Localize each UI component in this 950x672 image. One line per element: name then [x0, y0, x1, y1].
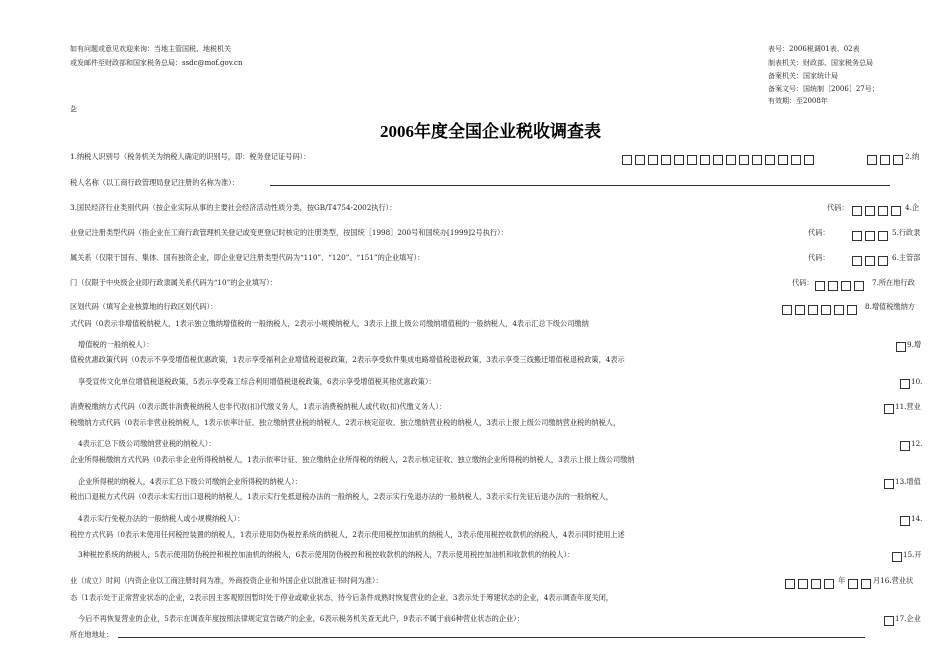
- tax-control-desc-cont: 3种税控系统的纳税人，5表示使用防伪税控和税控加油机的纳税人，6表示使用防伪税控和税控收款机的纳税人，7表示使用税控加油机和收款机的纳税人）：: [78, 550, 575, 559]
- vat-preference-desc: 值税优惠政策代码（0表示不享受增值税优惠政策，1表示享受福利企业增值税退税政策，2表示享受软件集成电路增值税退税政策，3表示享受三线搬迁增值税退税政策，4表示: [70, 355, 625, 364]
- business-tax-box[interactable]: [900, 436, 910, 455]
- establishment-date-desc: 业（成立）时间（内资企业以工商注册时间为准，外商投资企业和外国企业以批准证书时间为准）：: [70, 576, 383, 585]
- industry-code-boxes[interactable]: [852, 200, 901, 219]
- establishment-month-boxes[interactable]: [848, 573, 871, 592]
- page-title: 2006年度全国企业税收调查表: [380, 122, 601, 141]
- address-input[interactable]: [118, 637, 865, 638]
- taxpayer-name-input[interactable]: [270, 185, 890, 186]
- business-tax-desc-cont: 4表示汇总下级公司缴纳营业税的纳税人）：: [78, 439, 216, 448]
- item-13-start: 13.增值: [895, 477, 921, 486]
- department-caption: 代码：: [792, 278, 814, 287]
- registration-type-caption: 代码：: [808, 228, 830, 237]
- export-refund-box[interactable]: [900, 511, 910, 530]
- income-tax-desc: 企业所得税缴纳方式代码（0表示非企业所得税纳税人，1表示依率计征、独立缴纳企业所得税的纳税人，2表示核定征收、独立缴纳企业所得税的纳税人，3表示上报上级公司缴纳: [70, 455, 635, 464]
- address-label: 所在地地址：: [70, 630, 114, 639]
- region-code-boxes[interactable]: [782, 299, 857, 318]
- item-2-start: 2.纳: [905, 152, 920, 161]
- establishment-year-boxes[interactable]: [785, 573, 834, 592]
- taxpayer-id-boxes[interactable]: [622, 149, 814, 168]
- item-8-start: 8.增值税缴纳方: [865, 302, 915, 311]
- export-refund-desc: 税出口退税方式代码（0表示未实行出口退税的纳税人，1表示实行免抵退税办法的一般纳税人，2表示实行免退办法的一般纳税人，3表示实行先征后退办法的一般纳税人，: [70, 492, 613, 501]
- item-17-start: 17.企业: [895, 614, 921, 623]
- item-16-start: 月16.营业状: [873, 576, 914, 585]
- affiliation-boxes[interactable]: [852, 250, 888, 269]
- filing-authority: 备案机关：国家统计局: [768, 72, 838, 80]
- tax-control-box[interactable]: [892, 547, 902, 566]
- item-11-start: 11.营业: [895, 402, 921, 411]
- item-10-start: 10.: [911, 377, 923, 386]
- small-mark: 㐇: [70, 105, 77, 113]
- department-boxes[interactable]: [815, 275, 864, 294]
- export-refund-desc-cont: 4表示实行免税办法的一般纳税人或小规模纳税人）：: [78, 514, 245, 523]
- income-tax-desc-cont: 企业所得税的纳税人，4表示汇总下级公司缴纳企业所得税的纳税人）：: [78, 477, 302, 486]
- item-4-start: 4.企: [905, 203, 920, 212]
- field-department-label: 门（仅限于中央级企业即行政隶属关系代码为“10”的企业填写）：: [70, 278, 277, 287]
- taxpayer-id-extra-boxes[interactable]: [867, 149, 903, 168]
- business-status-desc: 态（1表示处于正常营业状态的企业，2表示因主客观原因暂时处于停业或歇业状态，待今后条件成熟时恢复营业的企业，3表示处于筹建状态的企业，4表示调查年度关闭，: [70, 593, 613, 602]
- income-tax-box[interactable]: [884, 474, 894, 493]
- industry-code-caption: 代码：: [827, 203, 849, 212]
- business-status-desc-cont: 今后不再恢复营业的企业，5表示在调查年度按照法律规定宣告破产的企业，6表示税务机关查无此户，9表示不属于前6种营业状态的企业）：: [78, 614, 524, 623]
- business-tax-desc: 税缴纳方式代码（0表示非营业税纳税人，1表示依率计征、独立缴纳营业税的纳税人，2表示核定征收、独立缴纳营业税的纳税人，3表示上报上级公司缴纳营业税的纳税人，: [70, 418, 621, 427]
- registration-type-boxes[interactable]: [852, 225, 888, 244]
- consumption-tax-box[interactable]: [884, 399, 894, 418]
- form-number: 表号：2006税调01表、02表: [768, 45, 860, 53]
- item-6-start: 6.主管部: [892, 253, 921, 262]
- vat-preference-box[interactable]: [900, 374, 910, 393]
- item-14-start: 14.: [911, 514, 923, 523]
- field-industry-code-label: 3.国民经济行业类别代码（按企业实际从事的主要社会经济活动性质分类，按GB/T4754-2002执行）：: [70, 203, 397, 212]
- filing-document-number: 备案文号：国统制［2006］27号；: [768, 85, 879, 93]
- validity-period: 有效期：至2008年: [768, 97, 828, 105]
- item-15-start: 15.开: [903, 550, 922, 559]
- field-affiliation-label: 属关系（仅限于国有、集体、国有独资企业，即企业登记注册类型代码为“110”、“120”、“151”的企业填写）：: [70, 253, 425, 262]
- affiliation-caption: 代码：: [808, 253, 830, 262]
- item-5-start: 5.行政隶: [892, 228, 921, 237]
- tax-control-desc: 税控方式代码（0表示未使用任何税控装置的纳税人，1表示使用防伪税控系统的纳税人，2表示使用税控加油机的纳税人，3表示使用税控收款机的纳税人，4表示同时使用上述: [70, 530, 625, 539]
- issuing-authority: 制表机关：财政部、国家税务总局: [768, 59, 873, 67]
- consumption-tax-desc: 消费税缴纳方式代码（0表示既非消费税纳税人也非代收(扣)代缴义务人，1表示消费税纳税人或代收(扣)代缴义务人）：: [70, 402, 447, 411]
- business-status-box[interactable]: [884, 611, 894, 630]
- field-registration-type-label: 业登记注册类型代码（指企业在工商行政管理机关登记或变更登记时核定的注册类型，按国统［1998］200号和国统办[1999]2号执行）：: [70, 228, 508, 237]
- field-taxpayer-name-label: 税人名称（以工商行政管理局登记注册的名称为准）：: [70, 178, 239, 187]
- vat-payment-box[interactable]: [896, 337, 906, 356]
- contact-line-2: 或发邮件至财政部和国家税务总局：ssdc@mof.gov.cn: [70, 59, 243, 67]
- field-taxpayer-id-label: 1.纳税人识别号（税务机关为纳税人确定的识别号，即：税务登记证号码）：: [70, 152, 311, 161]
- contact-line-1: 如有问题或意见欢迎来询：当地主管国税、地税机关: [70, 45, 231, 53]
- vat-payment-desc: 式代码（0表示非增值税纳税人，1表示独立缴纳增值税的一般纳税人，2表示小规模纳税人，3表示上报上级公司缴纳增值税的一般纳税人，4表示汇总下级公司缴纳: [70, 319, 589, 328]
- item-9-start: 9.增: [907, 340, 922, 349]
- vat-payment-desc-cont: 增值税的一般纳税人）：: [78, 340, 154, 349]
- year-label: 年: [838, 576, 846, 585]
- field-region-code-label: 区划代码（填写企业核算地的行政区划代码）：: [70, 302, 218, 311]
- vat-preference-desc-cont: 享受宣传文化单位增值税退税政策，5表示享受森工综合利用增值税退税政策，6表示享受增值税其他优惠政策）：: [78, 377, 436, 386]
- item-7-start: 7.所在地行政: [872, 278, 915, 287]
- item-12-start: 12.: [911, 439, 923, 448]
